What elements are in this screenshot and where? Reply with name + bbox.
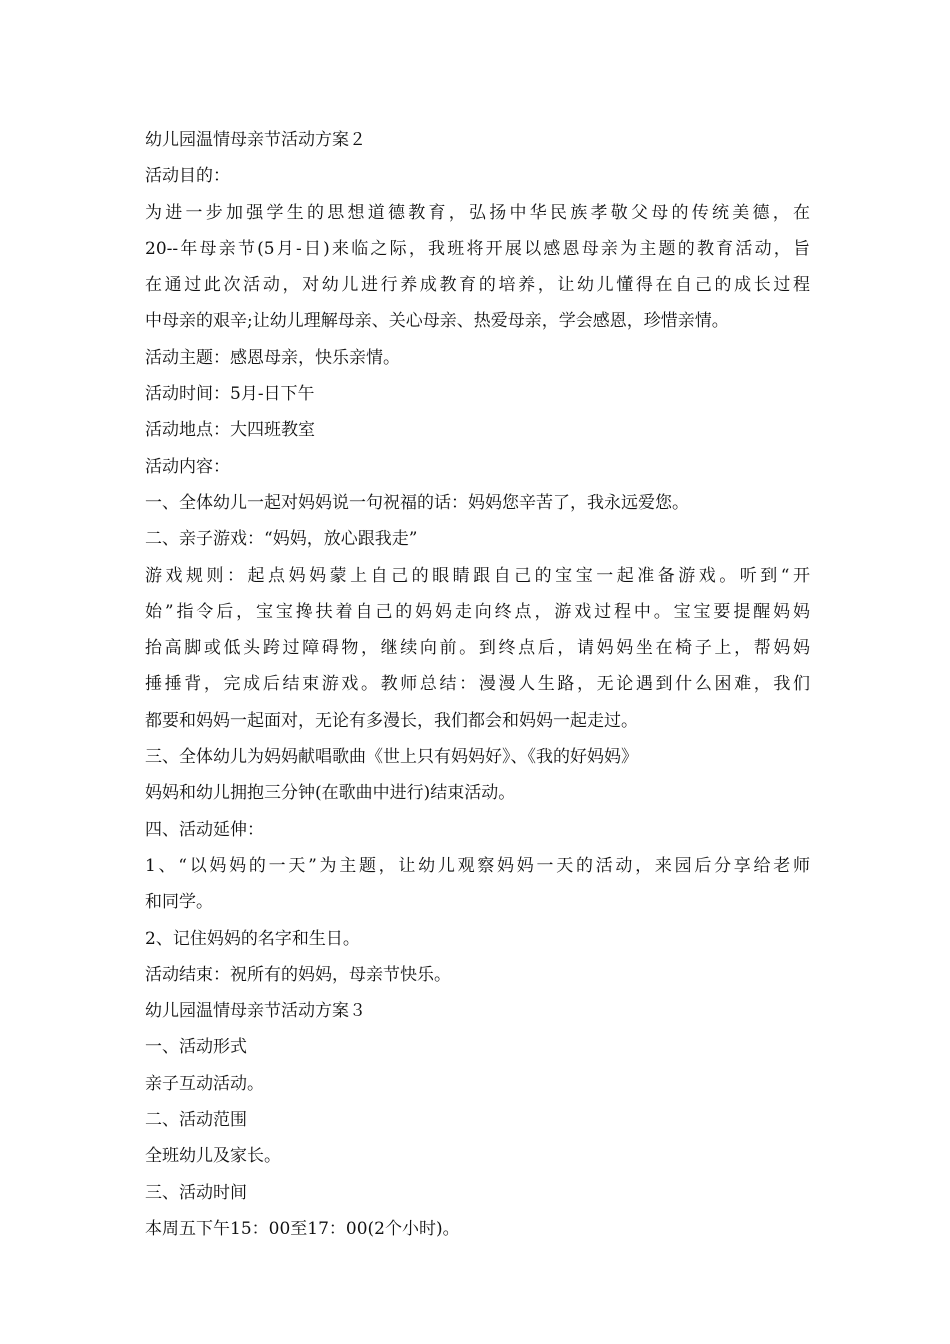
line-8: 活动时间：5月-日下午 bbox=[145, 384, 315, 405]
line-7: 活动主题：感恩母亲，快乐亲情。 bbox=[145, 347, 400, 368]
line-16: 捶捶背，完成后结束游戏。教师总结：漫漫人生路，无论遇到什么困难，我们 bbox=[145, 674, 810, 695]
line-31: 本周五下午15：00至17：00(2个小时)。 bbox=[145, 1218, 460, 1239]
line-11: 一、全体幼儿一起对妈妈说一句祝福的话：妈妈您辛苦了，我永远爱您。 bbox=[145, 492, 689, 513]
line-24: 活动结束：祝所有的妈妈，母亲节快乐。 bbox=[145, 964, 451, 985]
line-17: 都要和妈妈一起面对，无论有多漫长，我们都会和妈妈一起走过。 bbox=[145, 710, 638, 731]
line-22: 和同学。 bbox=[145, 892, 213, 913]
line-3: 为进一步加强学生的思想道德教育，弘扬中华民族孝敬父母的传统美德，在 bbox=[145, 202, 810, 223]
document-body bbox=[145, 122, 810, 1247]
line-25: 幼儿园温情母亲节活动方案３ bbox=[145, 1001, 366, 1022]
line-23: 2、记住妈妈的名字和生日。 bbox=[145, 928, 360, 949]
line-21: 1、“以妈妈的一天”为主题，让幼儿观察妈妈一天的活动，来园后分享给老师 bbox=[145, 855, 810, 876]
line-4: 20--年母亲节(5月-日)来临之际，我班将开展以感恩母亲为主题的教育活动，旨 bbox=[145, 238, 810, 259]
line-19: 妈妈和幼儿拥抱三分钟(在歌曲中进行)结束活动。 bbox=[145, 783, 516, 804]
line-2: 活动目的： bbox=[145, 166, 230, 187]
line-9: 活动地点：大四班教室 bbox=[145, 420, 315, 441]
line-29: 全班幼儿及家长。 bbox=[145, 1146, 281, 1167]
line-15: 抬高脚或低头跨过障碍物，继续向前。到终点后，请妈妈坐在椅子上，帮妈妈 bbox=[145, 638, 810, 659]
line-10: 活动内容： bbox=[145, 456, 230, 477]
line-30: 三、活动时间 bbox=[145, 1182, 247, 1203]
line-18: 三、全体幼儿为妈妈献唱歌曲《世上只有妈妈好》、《我的好妈妈》 bbox=[145, 747, 638, 768]
line-28: 二、活动范围 bbox=[145, 1110, 247, 1131]
line-14: 始”指令后，宝宝搀扶着自己的妈妈走向终点，游戏过程中。宝宝要提醒妈妈 bbox=[145, 601, 810, 622]
line-1: 幼儿园温情母亲节活动方案２ bbox=[145, 130, 366, 150]
line-27: 亲子互动活动。 bbox=[145, 1073, 264, 1094]
line-13: 游戏规则：起点妈妈蒙上自己的眼睛跟自己的宝宝一起准备游戏。听到“开 bbox=[145, 565, 810, 586]
line-26: 一、活动形式 bbox=[145, 1037, 247, 1058]
line-12: 二、亲子游戏：“妈妈，放心跟我走” bbox=[145, 529, 418, 550]
line-5: 在通过此次活动，对幼儿进行养成教育的培养，让幼儿懂得在自己的成长过程 bbox=[145, 275, 810, 296]
line-6: 中母亲的艰辛;让幼儿理解母亲、关心母亲、热爱母亲，学会感恩，珍惜亲情。 bbox=[145, 311, 729, 332]
line-20: 四、活动延伸： bbox=[145, 819, 264, 840]
